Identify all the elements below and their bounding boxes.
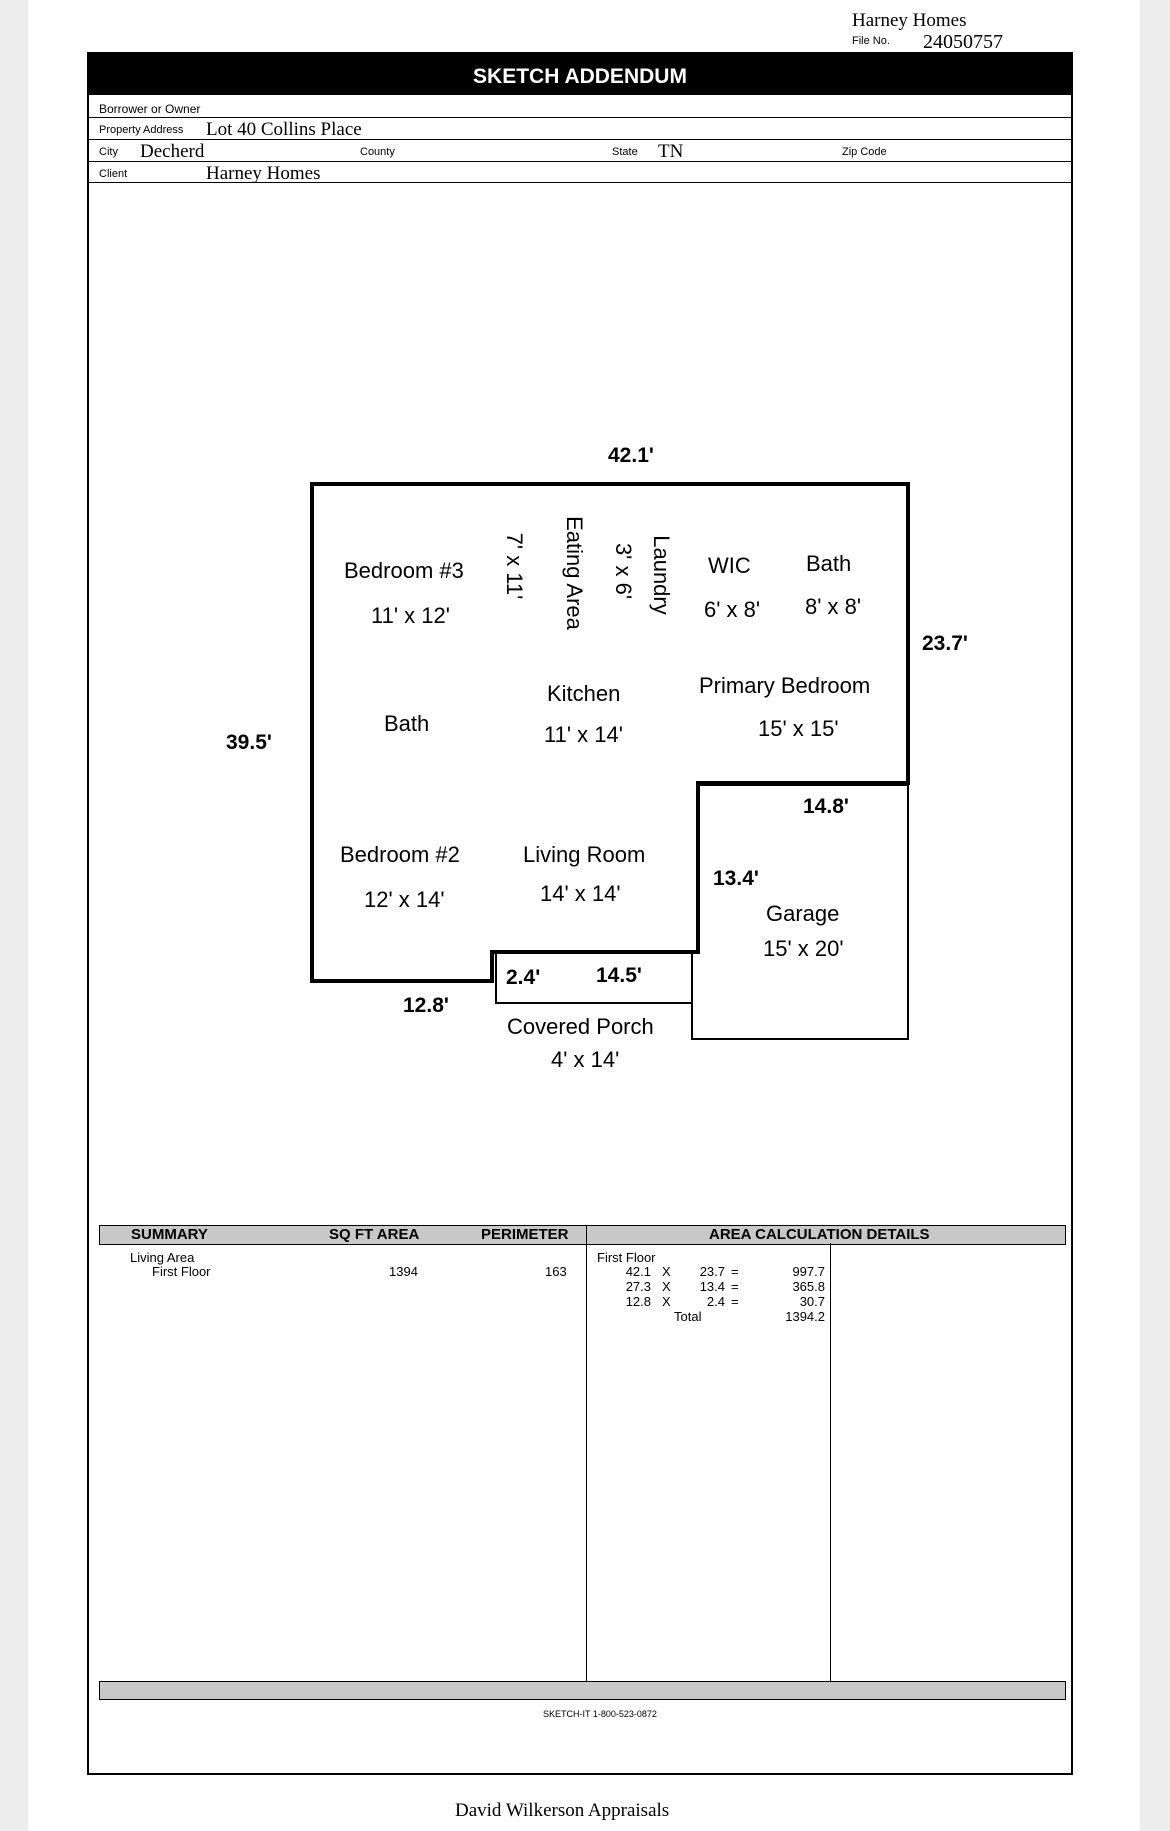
room-garage-size: 15' x 20' [763, 936, 844, 961]
area-value: 1394 [389, 1264, 418, 1279]
summary-col-header: SUMMARY [131, 1226, 208, 1243]
county-label: County [360, 146, 395, 158]
dim-garage-left: 13.4' [713, 867, 759, 890]
dim-left: 39.5' [226, 731, 272, 754]
room-bedroom2-name: Bedroom #2 [340, 842, 460, 867]
calc-row-1-eq: = [731, 1264, 739, 1279]
details-floor-label: First Floor [597, 1250, 656, 1265]
page-title: SKETCH ADDENDUM [89, 53, 1071, 95]
dim-porch-left: 2.4' [506, 966, 541, 989]
divider [586, 1225, 587, 1243]
address-value: Lot 40 Collins Place [206, 119, 362, 140]
room-bath1-size: 8' x 8' [805, 594, 862, 619]
area-col-header: SQ FT AREA [329, 1226, 420, 1243]
borrower-label: Borrower or Owner [99, 102, 201, 116]
living-area-label: Living Area [130, 1250, 195, 1265]
room-eating-size: 7' x 11' [502, 532, 527, 600]
room-living-name: Living Room [523, 842, 646, 867]
calc-row-2-x: X [662, 1279, 671, 1294]
client-label: Client [99, 168, 128, 180]
file-no-label: File No. [852, 35, 890, 47]
dim-garage-top: 14.8' [803, 795, 849, 818]
calc-row-1-x: X [662, 1264, 671, 1279]
room-garage-name: Garage [766, 901, 840, 926]
details-col-header: AREA CALCULATION DETAILS [709, 1226, 930, 1243]
address-label: Property Address [99, 124, 184, 136]
total-label: Total [674, 1309, 702, 1324]
room-bedroom3-size: 11' x 12' [371, 603, 450, 628]
calc-row-3-eq: = [731, 1294, 739, 1309]
room-living-size: 14' x 14' [540, 881, 621, 906]
calc-row-1-b: 23.7 [699, 1264, 725, 1279]
calc-row-3-b: 2.4 [706, 1294, 725, 1309]
calc-row-1-result: 997.7 [792, 1264, 825, 1279]
calc-row-2-a: 27.3 [625, 1279, 651, 1294]
room-bedroom3-name: Bedroom #3 [344, 558, 464, 583]
room-kitchen-size: 11' x 14' [544, 722, 623, 747]
city-value: Decherd [140, 141, 205, 162]
city-label: City [99, 146, 118, 158]
dim-bottom-left: 12.8' [403, 994, 449, 1017]
file-no-value: 24050757 [923, 31, 1003, 53]
company-name: Harney Homes [852, 10, 967, 31]
divider [586, 1243, 587, 1681]
room-eating-name: Eating Area [562, 516, 587, 630]
calc-row-2-b: 13.4 [699, 1279, 725, 1294]
room-porch-name: Covered Porch [507, 1014, 654, 1039]
divider [830, 1243, 831, 1681]
room-bath1-name: Bath [806, 551, 852, 576]
appraiser-name: David Wilkerson Appraisals [455, 1800, 670, 1821]
calc-row-3-result: 30.7 [799, 1294, 825, 1309]
room-wic-name: WIC [708, 553, 751, 578]
room-primary-name: Primary Bedroom [699, 673, 871, 698]
room-bedroom2-size: 12' x 14' [364, 887, 445, 912]
room-wic-size: 6' x 8' [704, 597, 761, 622]
room-porch-size: 4' x 14' [551, 1047, 620, 1072]
dim-right: 23.7' [922, 632, 968, 655]
calc-row-3-x: X [662, 1294, 671, 1309]
room-laundry-size: 3' x 6' [611, 542, 636, 600]
room-laundry-name: Laundry [649, 535, 674, 615]
calc-row-3-a: 12.8 [625, 1294, 651, 1309]
zip-label: Zip Code [842, 146, 887, 158]
room-kitchen-name: Kitchen [547, 681, 621, 706]
room-primary-size: 15' x 15' [758, 716, 839, 741]
room-bath2-name: Bath [384, 711, 430, 736]
summary-footer-bar [99, 1681, 1066, 1700]
calc-row-2-result: 365.8 [792, 1279, 825, 1294]
calc-row-2-eq: = [731, 1279, 739, 1294]
perimeter-col-header: PERIMETER [481, 1226, 569, 1243]
calc-row-1-a: 42.1 [625, 1264, 651, 1279]
first-floor-label: First Floor [152, 1264, 211, 1279]
perimeter-value: 163 [545, 1264, 567, 1279]
client-value: Harney Homes [206, 163, 321, 184]
state-label: State [612, 146, 638, 158]
dim-top: 42.1' [608, 444, 654, 467]
sketchit-credit: SKETCH-IT 1-800-523-0872 [543, 1709, 657, 1719]
total-value: 1394.2 [785, 1309, 825, 1324]
dim-porch-top: 14.5' [596, 964, 642, 987]
state-value: TN [658, 141, 684, 162]
